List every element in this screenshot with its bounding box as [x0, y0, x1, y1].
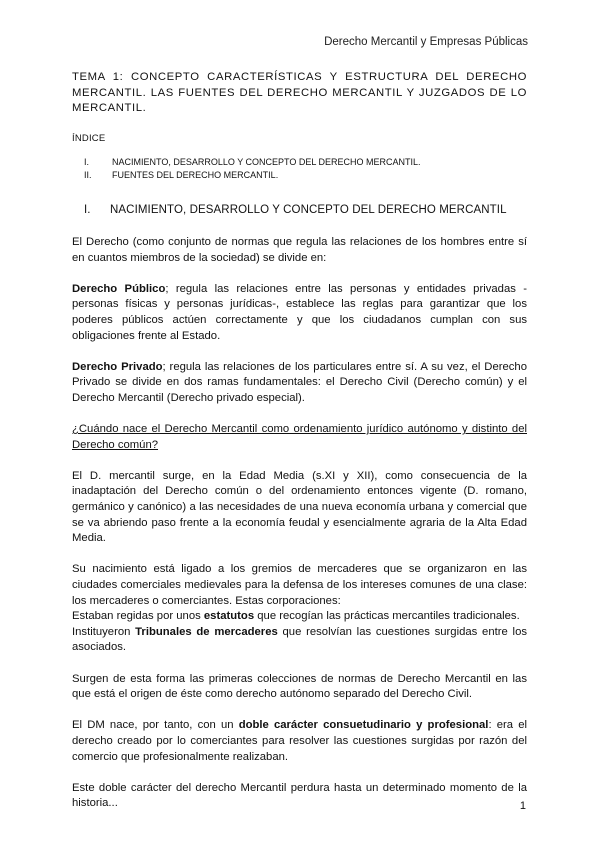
paragraph-derecho-privado — [72, 360, 527, 407]
term-tribunales: Tribunales de mercaderes — [135, 625, 278, 638]
paragraph-text: que resolvían las cuestiones surgidas entre los asociados. — [72, 625, 527, 654]
section-number: I. — [84, 204, 91, 217]
paragraph-colecciones: Surgen de esta forma las primeras colecciones de normas de Derecho Mercantil en las que está el origen de éste como derecho autónomo separado del Derecho Civil. — [72, 672, 527, 701]
paragraph-text: : era el derecho creado por lo comerciantes para resolver las cuestiones surgidas por razón del comercio que profesionalmente realizaban. — [72, 719, 528, 763]
term-estatutos: estatutos — [203, 610, 255, 623]
index-label: ÍNDICE — [72, 132, 106, 144]
index-item-text: NACIMIENTO, DESARROLLO Y CONCEPTO DEL DERECHO MERCANTIL. — [112, 157, 421, 168]
index-item — [72, 156, 527, 169]
paragraph-derecho-publico — [72, 282, 527, 344]
paragraph-perdura: Este doble carácter del derecho Mercantil perdura hasta un determinado momento de la historia... — [72, 781, 527, 810]
index-item-number: II. — [84, 170, 92, 181]
paragraph-text: ; regula las relaciones entre las personas y entidades privadas -personas físicas y personas jurídicas-, establece las reglas para garantizar que los poderes públicos actúen correctamente y que los ciudadanos cumplan con sus obligaciones frente al Estado. — [72, 282, 527, 342]
document-body — [72, 70, 527, 828]
paragraph-doble-caracter — [72, 718, 527, 765]
paragraph-text: Instituyeron — [72, 625, 136, 638]
paragraph-text: Estaban regidas por unos — [72, 610, 204, 623]
paragraph-text: El DM nace, por tanto, con un — [72, 719, 239, 732]
section-heading — [72, 203, 527, 219]
term-derecho-privado: Derecho Privado — [72, 360, 163, 373]
index-list — [72, 156, 527, 182]
paragraph-origen: El D. mercantil surge, en la Edad Media (s.XI y XII), como consecuencia de la inadaptación del Derecho común o del ordenamiento entonces vigente (D. romano, germánico y canónico) a las necesidades de una nueva economía urbana y comercial que se va abriendo paso frente a la economía feudal y esencialmente agraria de la Alta Edad Media. — [72, 469, 527, 545]
term-derecho-publico: Derecho Público — [72, 282, 166, 295]
term-doble-caracter: doble carácter consuetudinario y profesional — [238, 719, 489, 732]
section-title: NACIMIENTO, DESARROLLO Y CONCEPTO DEL DERECHO MERCANTIL — [110, 204, 507, 217]
question-heading: ¿Cuándo nace el Derecho Mercantil como ordenamiento jurídico autónomo y distinto del Derecho común? — [72, 423, 527, 451]
index-item — [72, 169, 527, 182]
index-item-number: I. — [84, 157, 90, 168]
paragraph-gremios — [72, 562, 527, 656]
paragraph-intro: El Derecho (como conjunto de normas que regula las relaciones de los hombres entre sí en cuantos miembros de la sociedad) se divide en: — [72, 235, 527, 264]
paragraph-text: que recogían las prácticas mercantiles tradicionales. — [254, 610, 520, 623]
running-header: Derecho Mercantil y Empresas Públicas — [324, 36, 528, 48]
page-number: 1 — [519, 800, 526, 812]
paragraph-text: Su nacimiento está ligado a los gremios de mercaderes que se organizaron en las ciudades comerciales medievales para la defensa de los intereses comunes de una clase: los mercaderes o comerciantes. Estas corporaciones: — [72, 563, 527, 607]
document-title: TEMA 1: CONCEPTO CARACTERÍSTICAS Y ESTRUCTURA DEL DERECHO MERCANTIL. LAS FUENTES DEL DERECHO MERCANTIL Y JUZGADOS DE LO MERCANTIL. — [72, 71, 527, 115]
paragraph-text: ; regula las relaciones de los particulares entre sí. A su vez, el Derecho Privado se divide en dos ramas fundamentales: el Derecho Civil (Derecho común) y el Derecho Mercantil (Derecho privado especial). — [72, 360, 527, 404]
index-item-text: FUENTES DEL DERECHO MERCANTIL. — [112, 170, 279, 181]
